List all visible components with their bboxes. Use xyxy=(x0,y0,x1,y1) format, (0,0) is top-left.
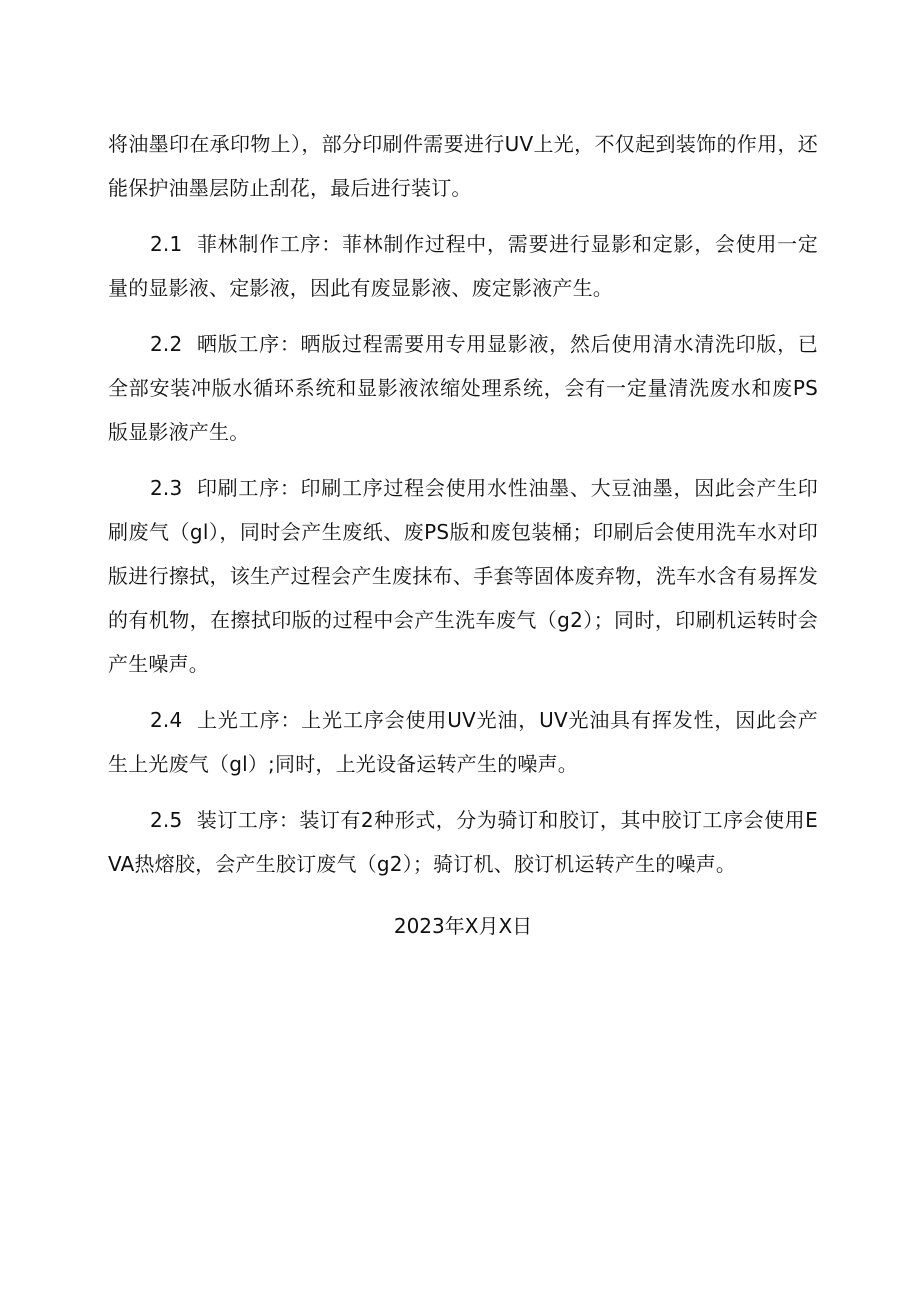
paragraph-intro xyxy=(108,122,818,210)
paragraph-2-3 xyxy=(108,466,818,686)
section-number: 2.5 xyxy=(150,808,183,832)
document-date: 2023年X月X日 xyxy=(393,914,533,938)
paragraph-text: 上光工序：上光工序会使用UV光油，UV光油具有挥发性，因此会产生上光废气（gl）;同时，上光设备运转产生的噪声。 xyxy=(108,708,818,776)
document-page xyxy=(108,122,818,948)
paragraph-text: 菲林制作工序：菲林制作过程中，需要进行显影和定影，会使用一定量的显影液、定影液，因此有废显影液、废定影液产生。 xyxy=(108,232,818,300)
paragraph-2-4 xyxy=(108,698,818,786)
section-number: 2.1 xyxy=(150,232,183,256)
paragraph-2-2 xyxy=(108,322,818,454)
section-number: 2.2 xyxy=(150,332,183,356)
paragraph-text: 装订工序：装订有2种形式，分为骑订和胶订，其中胶订工序会使用EVA热熔胶，会产生胶订废气（g2）；骑订机、胶订机运转产生的噪声。 xyxy=(108,808,818,876)
paragraph-2-1 xyxy=(108,222,818,310)
section-number: 2.4 xyxy=(150,708,183,732)
section-number: 2.3 xyxy=(150,476,183,500)
paragraph-2-5 xyxy=(108,798,818,886)
paragraph-text: 印刷工序：印刷工序过程会使用水性油墨、大豆油墨，因此会产生印刷废气（gl），同时会产生废纸、废PS版和废包装桶；印刷后会使用洗车水对印版进行擦拭，该生产过程会产生废抹布、手套等固体废弃物，洗车水含有易挥发的有机物，在擦拭印版的过程中会产生洗车废气（g2）；同时，印刷机运转时会产生噪声。 xyxy=(108,476,818,676)
paragraph-text: 晒版工序：晒版过程需要用专用显影液，然后使用清水清洗印版，已全部安装冲版水循环系统和显影液浓缩处理系统，会有一定量清洗废水和废PS版显影液产生。 xyxy=(108,332,818,444)
paragraph-text: 将油墨印在承印物上），部分印刷件需要进行UV上光，不仅起到装饰的作用，还能保护油墨层防止刮花，最后进行装订。 xyxy=(108,132,818,200)
